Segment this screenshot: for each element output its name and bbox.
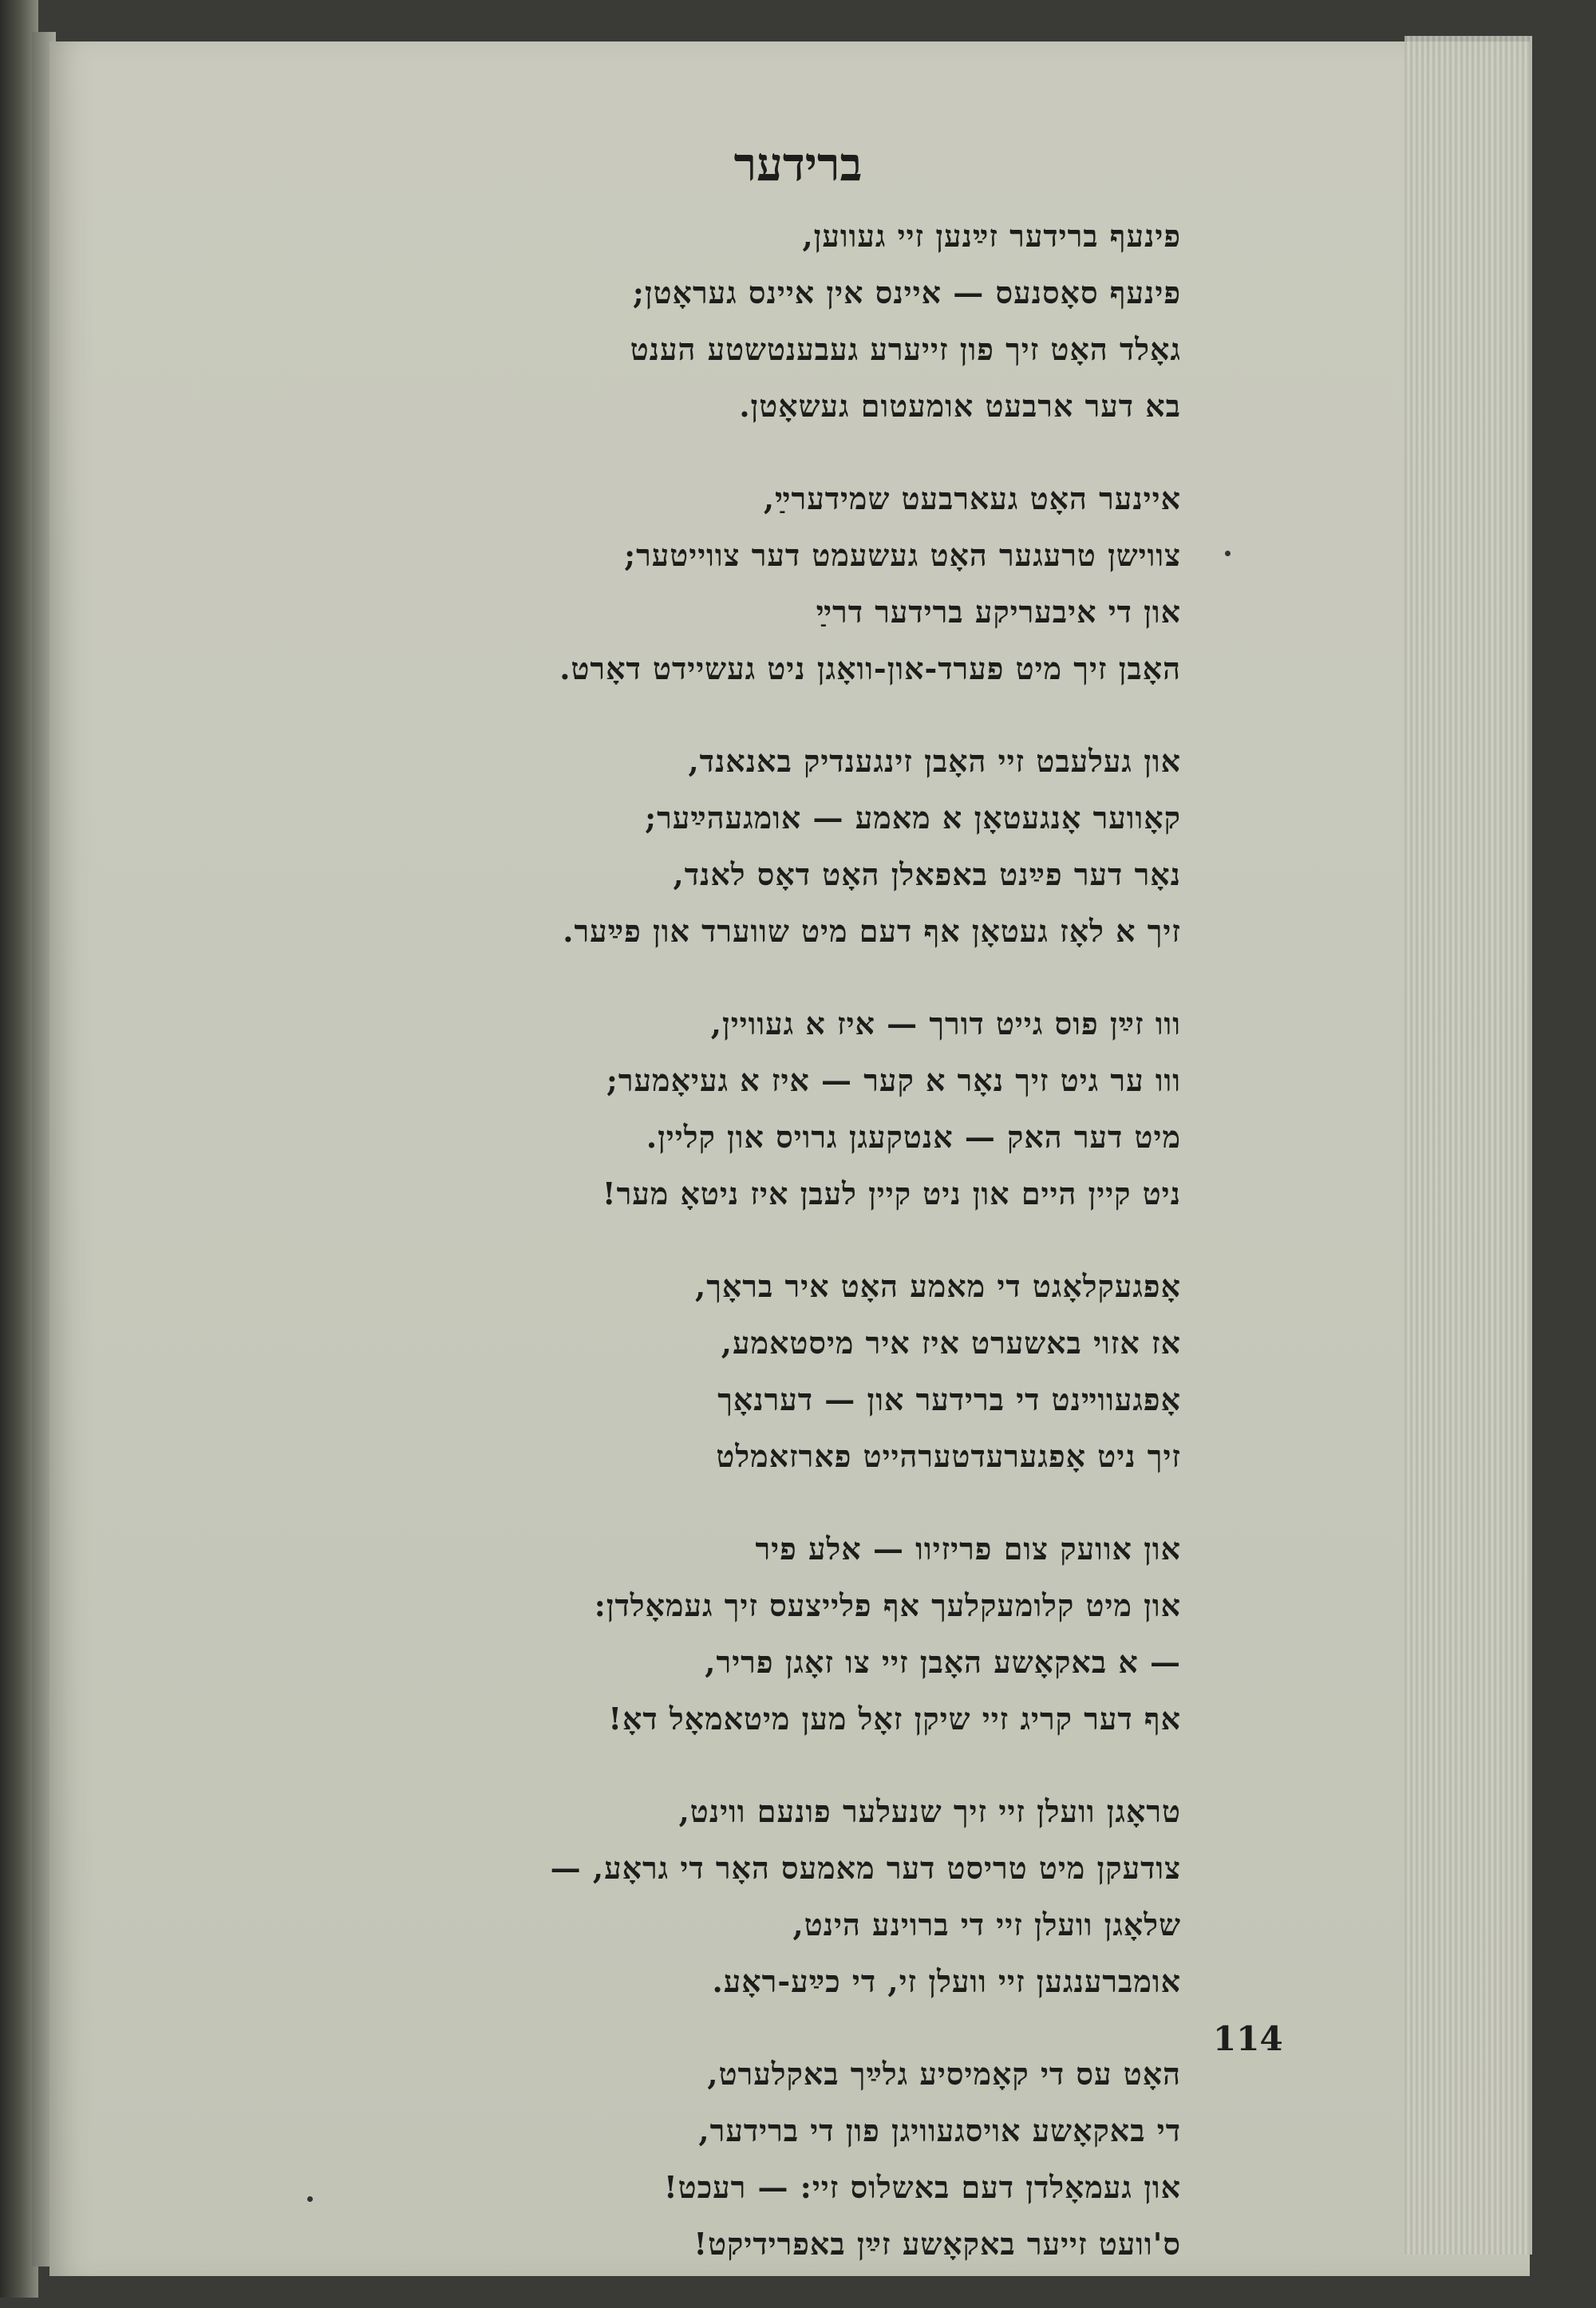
poem-line: און געלעבט זיי האָבן זינגענדיק באנאנד, [688, 743, 1181, 779]
poem-line: אָפגעווײנט די ברידער און — דערנאָך [717, 1381, 1181, 1417]
poem-line: און אוועק צום פריזיוו — אלע פיר [755, 1531, 1181, 1567]
poem-line: האָבן זיך מיט פערד-און-וואָגן ניט געשיידט דאָרט. [559, 650, 1181, 686]
poem-line: פינעף סאָסנעס — איינס אין איינס געראָטן; [632, 275, 1181, 310]
poem-line: זיך ניט אָפגערעדטערהייט פארזאמלט [716, 1438, 1181, 1474]
poem-stanza [263, 470, 1181, 697]
poem-line: איינער האָט געארבעט שמידערײַ, [763, 480, 1181, 516]
poem-line: טראָגן וועלן זיי זיך שנעלער פונעם ווינט, [678, 1793, 1181, 1829]
poem-stanza [263, 733, 1181, 959]
poem-line: און געמאָלדן דעם באשלוס זיי: — רעכט! [663, 2169, 1181, 2205]
poem-stanza [263, 2045, 1181, 2272]
poem-line: אז אזוי באשערט איז איר מיסטאמע, [721, 1325, 1181, 1361]
poem-line: אף דער קריג זיי שיקן זאָל מען מיטאמאָל דאָ! [608, 1701, 1181, 1737]
poem-stanza [263, 207, 1181, 434]
poem-line: ווו זײַן פוס גייט דורך — איז א געוויין, [710, 1006, 1181, 1041]
poem-text-block [263, 120, 1181, 2262]
poem-stanza [263, 1520, 1181, 1747]
poem-line: שלאָגן וועלן זיי די ברוינע הינט, [792, 1907, 1181, 1942]
poem-line: ניט קיין היים און ניט קיין לעבן איז ניטאָ מער! [602, 1176, 1181, 1211]
poem-line: צווישן טרעגער האָט געשעמט דער צווייטער; [624, 537, 1181, 573]
poem-line: די באקאָשע אויסגעוויגן פון די ברידער, [698, 2112, 1181, 2148]
poem-line: אומברענגען זיי וועלן זי, די כײַע-ראָע. [712, 1963, 1181, 1999]
poem-stanza [263, 1783, 1181, 2010]
poem-line: זיך א לאָז געטאָן אף דעם מיט שווערד און פײַער. [563, 913, 1181, 949]
paper-speck [307, 2196, 313, 2202]
poem-line: מיט דער האק — אנטקעגן גרויס און קליין. [646, 1119, 1181, 1155]
poem-line: ווו ער גיט זיך נאָר א קער — איז א געיאָמער; [606, 1062, 1181, 1098]
poem-line: קאָווער אָנגעטאָן א מאמע — אומגעהײַער; [645, 800, 1181, 836]
poem-line: און די איבעריקע ברידער דרײַ [816, 594, 1181, 630]
poem-line: בא דער ארבעט אומעטום געשאָטן. [739, 388, 1181, 424]
poem-line: — א באקאָשע האָבן זיי צו זאָגן פריר, [705, 1644, 1181, 1680]
poem-stanzas [263, 207, 1181, 2308]
poem-title: ברידער [733, 137, 863, 192]
poem-line: ס'וועט זייער באקאָשע זײַן באפרידיקט! [693, 2226, 1181, 2262]
poem-line: און מיט קלומעקלעך אף פלייצעס זיך געמאָלדן: [594, 1587, 1181, 1623]
poem-line: גאָלד האָט זיך פון זייערע געבענטשטע הענט [630, 331, 1181, 367]
poem-line: אָפגעקלאָגט די מאמע האָט איר בראָך, [695, 1268, 1181, 1304]
poem-line: האָט עס די קאָמיסיע גלײַך באקלערט, [707, 2056, 1181, 2092]
poem-stanza [263, 1258, 1181, 1484]
poem-line: פינעף ברידער זײַנען זיי געווען, [802, 218, 1181, 254]
page-number: 114 [1213, 2019, 1283, 2058]
poem-line: צודעקן מיט טריסט דער מאמעס האָר די גראָע, — [550, 1850, 1181, 1886]
poem-line: נאָר דער פײַנט באפאלן האָט דאָס לאנד, [673, 856, 1181, 892]
poem-stanza [263, 995, 1181, 1222]
paper-speck [1225, 551, 1231, 556]
page-stack-edge [1404, 36, 1532, 2255]
